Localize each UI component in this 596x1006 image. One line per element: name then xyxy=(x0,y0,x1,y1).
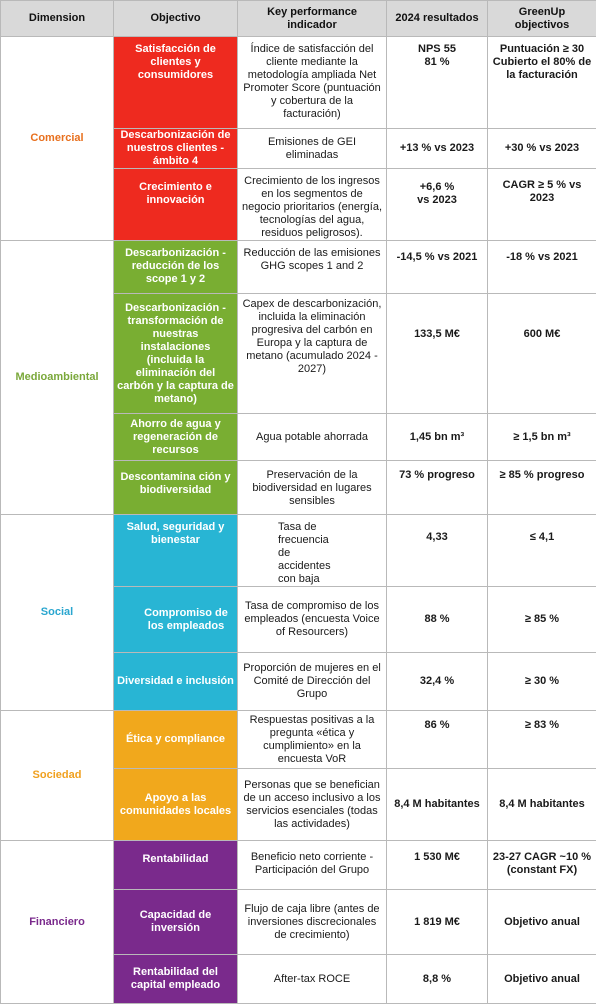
kpi-cell: Flujo de caja libre (antes de inversiones discrecionales de crecimiento) xyxy=(238,890,387,955)
target-cell: 23-27 CAGR ~10 % (constant FX) xyxy=(488,841,596,890)
dimension-medioambiental: Medioambiental xyxy=(1,241,114,515)
objective-cell: Descarbonización - transformación de nuestras instalaciones (incluida la eliminación del carbón y la captura de metano) xyxy=(114,294,238,414)
table-row xyxy=(1,37,596,129)
result-cell: 32,4 % xyxy=(387,653,488,711)
kpi-cell: Tasa de frecuencia de accidentes con baja xyxy=(238,515,387,587)
target-cell: -18 % vs 2021 xyxy=(488,241,596,294)
dimension-sociedad: Sociedad xyxy=(1,711,114,841)
result-cell: 8,8 % xyxy=(387,955,488,1004)
result-cell: 1 819 M€ xyxy=(387,890,488,955)
objective-cell: Ahorro de agua y regeneración de recursos xyxy=(114,414,238,461)
kpi-cell: Tasa de compromiso de los empleados (encuesta Voice of Resourcers) xyxy=(238,587,387,653)
objective-cell: Salud, seguridad y bienestar xyxy=(114,515,238,587)
result-cell: NPS 55 81 % xyxy=(387,37,488,129)
kpi-cell: Proporción de mujeres en el Comité de Dirección del Grupo xyxy=(238,653,387,711)
dimension-social: Social xyxy=(1,515,114,711)
objective-cell: Crecimiento e innovación xyxy=(114,169,238,241)
objective-cell: Rentabilidad del capital empleado xyxy=(114,955,238,1004)
dimension-financiero: Financiero xyxy=(1,841,114,1004)
header-greenup: GreenUp objectivos xyxy=(488,1,596,37)
result-cell: 4,33 xyxy=(387,515,488,587)
result-cell: 8,4 M habitantes xyxy=(387,769,488,841)
target-cell: ≥ 85 % xyxy=(488,587,596,653)
result-cell: 1,45 bn m³ xyxy=(387,414,488,461)
kpi-cell: Preservación de la biodiversidad en lugares sensibles xyxy=(238,461,387,515)
header-kpi: Key performance indicador xyxy=(238,1,387,37)
header-row xyxy=(1,1,596,37)
kpi-cell: Reducción de las emisiones GHG scopes 1 and 2 xyxy=(238,241,387,294)
result-cell: -14,5 % vs 2021 xyxy=(387,241,488,294)
table-row xyxy=(1,515,596,587)
dimension-comercial: Comercial xyxy=(1,37,114,241)
header-objective: Objectivo xyxy=(114,1,238,37)
result-cell: 1 530 M€ xyxy=(387,841,488,890)
objective-cell: Ética y compliance xyxy=(114,711,238,769)
target-cell: 600 M€ xyxy=(488,294,596,414)
objective-cell: Rentabilidad xyxy=(114,841,238,890)
target-cell: Objetivo anual xyxy=(488,890,596,955)
kpi-cell: Capex de descarbonización, incluida la eliminación progresiva del carbón en Europa y la captura de metano (acumulado 2024 - 2027) xyxy=(238,294,387,414)
objective-cell: Diversidad e inclusión xyxy=(114,653,238,711)
result-cell: 88 % xyxy=(387,587,488,653)
kpi-cell: Emisiones de GEI eliminadas xyxy=(238,129,387,169)
kpi-cell: Agua potable ahorrada xyxy=(238,414,387,461)
target-cell: CAGR ≥ 5 % vs 2023 xyxy=(488,169,596,241)
objective-cell: Descontamina ción y biodiversidad xyxy=(114,461,238,515)
kpi-cell: After-tax ROCE xyxy=(238,955,387,1004)
header-dimension: Dimension xyxy=(1,1,114,37)
objective-cell: Descarbonización - reducción de los scope 1 y 2 xyxy=(114,241,238,294)
objective-cell: Apoyo a las comunidades locales xyxy=(114,769,238,841)
target-cell: Objetivo anual xyxy=(488,955,596,1004)
kpi-cell: Crecimiento de los ingresos en los segmentos de negocio prioritarios (energía, tecnologías del agua, residuos peligrosos). xyxy=(238,169,387,241)
objective-cell: Descarbonización de nuestros clientes - ámbito 4 xyxy=(114,129,238,169)
result-cell: 73 % progreso xyxy=(387,461,488,515)
table-row xyxy=(1,841,596,890)
kpi-cell: Respuestas positivas a la pregunta «ética y cumplimiento» en la encuesta VoR xyxy=(238,711,387,769)
result-cell: 133,5 M€ xyxy=(387,294,488,414)
result-cell: +13 % vs 2023 xyxy=(387,129,488,169)
target-cell: ≥ 85 % progreso xyxy=(488,461,596,515)
table-row xyxy=(1,241,596,294)
kpi-cell: Índice de satisfacción del cliente mediante la metodología ampliada Net Promoter Score (puntuación y cobertura de la facturación) xyxy=(238,37,387,129)
target-cell: ≤ 4,1 xyxy=(488,515,596,587)
target-cell: 8,4 M habitantes xyxy=(488,769,596,841)
target-cell: +30 % vs 2023 xyxy=(488,129,596,169)
objective-cell: Compromiso de los empleados xyxy=(114,587,238,653)
objective-cell: Satisfacción de clientes y consumidores xyxy=(114,37,238,129)
target-cell: ≥ 30 % xyxy=(488,653,596,711)
kpi-cell: Beneficio neto corriente -Participación del Grupo xyxy=(238,841,387,890)
result-cell: 86 % xyxy=(387,711,488,769)
table-row xyxy=(1,711,596,769)
header-results: 2024 resultados xyxy=(387,1,488,37)
target-cell: ≥ 83 % xyxy=(488,711,596,769)
kpi-cell: Personas que se benefician de un acceso inclusivo a los servicios esenciales (todas las actividades) xyxy=(238,769,387,841)
target-cell: Puntuación ≥ 30 Cubierto el 80% de la facturación xyxy=(488,37,596,129)
result-cell: +6,6 % vs 2023 xyxy=(387,169,488,241)
target-cell: ≥ 1,5 bn m³ xyxy=(488,414,596,461)
objective-cell: Capacidad de inversión xyxy=(114,890,238,955)
